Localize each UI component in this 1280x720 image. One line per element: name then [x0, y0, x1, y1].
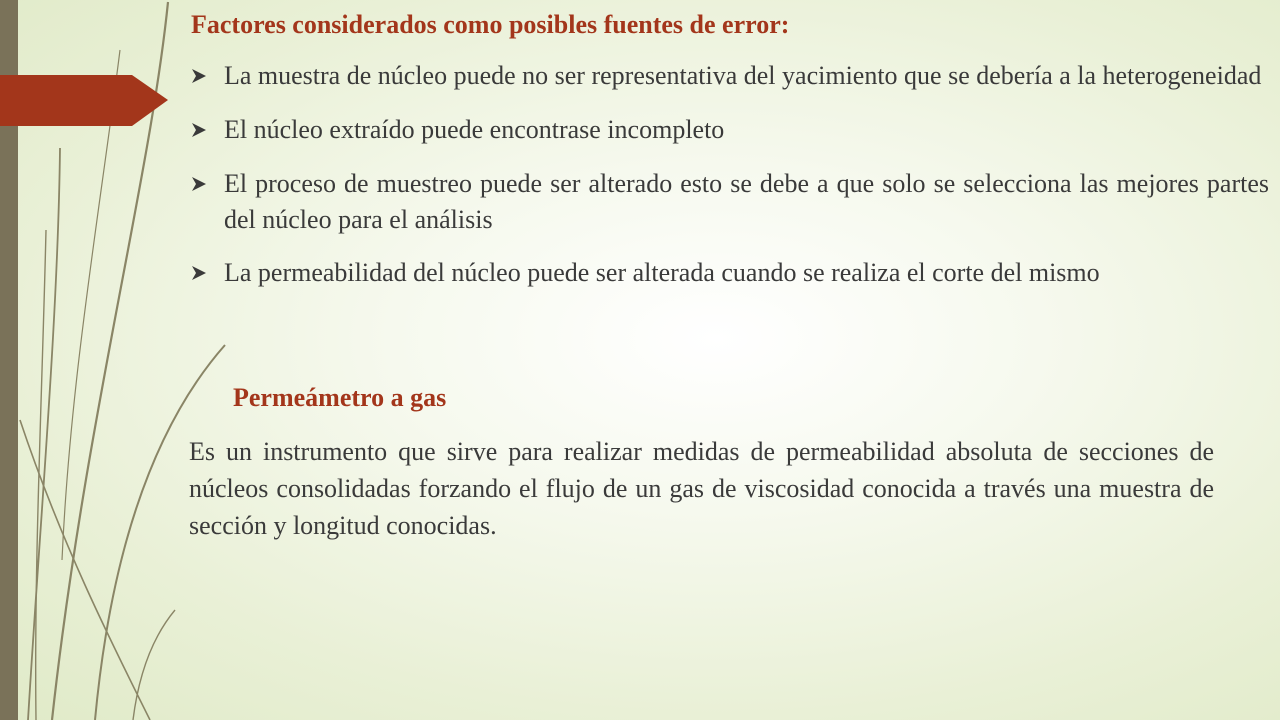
bullet-text: El proceso de muestreo puede ser alterado esto se debe a que solo se selecciona las mejores partes del núcleo para el análisis	[224, 169, 1269, 234]
decor-line-2	[28, 148, 60, 720]
arrowhead-bullet-icon	[191, 265, 207, 281]
body-paragraph: Es un instrumento que sirve para realizar medidas de permeabilidad absoluta de secciones de núcleos consolidadas forzando el flujo de un gas de viscosidad conocida a través una muestra de sección y longitud conocidas.	[189, 437, 1214, 540]
decor-line-6	[133, 610, 175, 720]
bullet-text: El núcleo extraído puede encontrase incompleto	[224, 115, 725, 144]
arrow-tab-icon	[0, 75, 168, 126]
slide-heading: Factores considerados como posibles fuentes de error:	[191, 10, 790, 39]
bullet-text: La permeabilidad del núcleo puede ser alterada cuando se realiza el corte del mismo	[224, 258, 1100, 287]
slide-subheading: Permeámetro a gas	[233, 383, 447, 412]
arrowhead-bullet-icon	[191, 122, 207, 138]
bullet-item	[189, 58, 1269, 94]
decor-line-7	[62, 50, 120, 560]
bullet-list	[189, 58, 1269, 309]
arrowhead-bullet-icon	[191, 176, 207, 192]
bullet-item	[189, 166, 1269, 238]
bullet-text: La muestra de núcleo puede no ser representativa del yacimiento que se debería a la heterogeneidad	[224, 61, 1262, 90]
bullet-item	[189, 255, 1269, 291]
bullet-item	[189, 112, 1269, 148]
arrowhead-bullet-icon	[191, 68, 207, 84]
